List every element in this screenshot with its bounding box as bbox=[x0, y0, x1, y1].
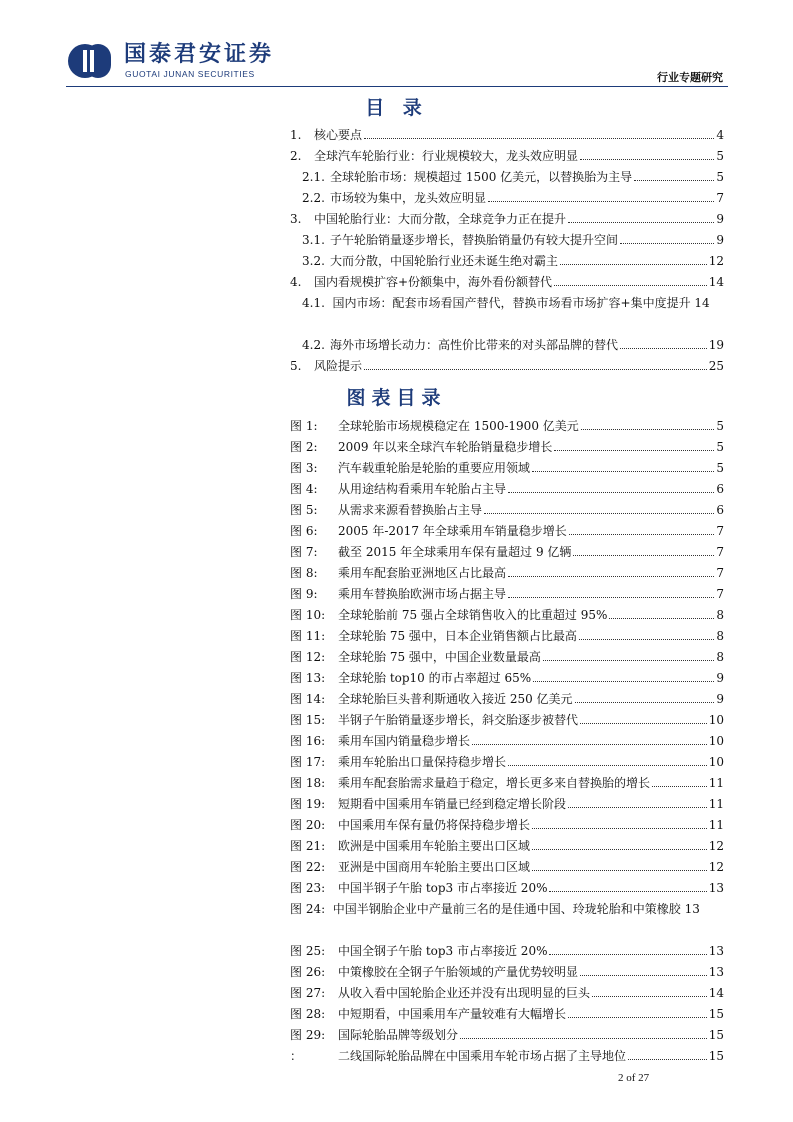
toc-entry[interactable] bbox=[290, 125, 724, 146]
entry-number: 图 12: bbox=[290, 650, 326, 664]
entry-label: 从收入看中国轮胎企业还并没有出现明显的巨头 bbox=[338, 986, 591, 1000]
dot-leader bbox=[568, 222, 714, 223]
dot-leader bbox=[554, 285, 707, 286]
entry-label: 全球轮胎市场规模稳定在 1500-1900 亿美元 bbox=[338, 419, 579, 433]
dot-leader bbox=[472, 744, 707, 745]
dot-leader bbox=[508, 576, 714, 577]
entry-page-number: 7 bbox=[716, 545, 724, 559]
entry-number: 2.2. bbox=[302, 191, 325, 205]
dot-leader bbox=[634, 180, 714, 181]
toc-entry[interactable] bbox=[290, 293, 724, 335]
entry-number: 图 23: bbox=[290, 881, 326, 895]
dot-leader bbox=[364, 369, 707, 370]
entry-label: 乘用车轮胎出口量保持稳步增长 bbox=[338, 755, 507, 769]
entry-page-number: 13 bbox=[708, 965, 724, 979]
entry-label: 全球轮胎前 75 强占全球销售收入的比重超过 95% bbox=[338, 608, 608, 622]
toc-entry[interactable] bbox=[290, 230, 724, 251]
entry-number: 图 2: bbox=[290, 440, 318, 454]
entry-page-number: 8 bbox=[716, 650, 724, 664]
entry-page-number: 4 bbox=[716, 128, 724, 142]
entry-page-number: 10 bbox=[708, 734, 724, 748]
page-header bbox=[0, 0, 793, 92]
toc-entry[interactable] bbox=[290, 146, 724, 167]
entry-label: 乘用车配套胎需求量趋于稳定，增长更多来自替换胎的增长 bbox=[338, 776, 651, 790]
figure-entry[interactable] bbox=[290, 773, 724, 794]
entry-number: 1. bbox=[290, 128, 302, 142]
figure-entry[interactable] bbox=[290, 416, 724, 437]
entry-page-number: 12 bbox=[708, 839, 724, 853]
entry-number: 图 29: bbox=[290, 1028, 326, 1042]
figure-entry[interactable] bbox=[290, 689, 724, 710]
entry-number: 4.2. bbox=[302, 338, 325, 352]
entry-number: 图 15: bbox=[290, 713, 326, 727]
toc-entry[interactable] bbox=[290, 167, 724, 188]
figure-entry[interactable] bbox=[290, 1046, 724, 1067]
entry-page-number: 25 bbox=[708, 359, 724, 373]
entry-number: 图 22: bbox=[290, 860, 326, 874]
table-of-contents bbox=[290, 125, 724, 377]
figure-entry[interactable] bbox=[290, 857, 724, 878]
figure-entry[interactable] bbox=[290, 983, 724, 1004]
entry-label: 乘用车替换胎欧洲市场占据主导 bbox=[338, 587, 507, 601]
dot-leader bbox=[580, 159, 714, 160]
figure-entry[interactable] bbox=[290, 521, 724, 542]
header-divider bbox=[66, 86, 728, 87]
entry-page-number: 9 bbox=[716, 671, 724, 685]
entry-label: 短期看中国乘用车销量已经到稳定增长阶段 bbox=[338, 797, 567, 811]
dot-leader bbox=[460, 1038, 707, 1039]
entry-label: 市场较为集中，龙头效应明显 bbox=[330, 191, 487, 205]
entry-number: 5. bbox=[290, 359, 302, 373]
entry-text bbox=[290, 899, 724, 920]
figure-entry[interactable] bbox=[290, 668, 724, 689]
entry-label: 中国乘用车保有量仍将保持稳步增长 bbox=[338, 818, 531, 832]
toc-entry[interactable] bbox=[290, 209, 724, 230]
figure-entry[interactable] bbox=[290, 962, 724, 983]
entry-number: 4.1. bbox=[302, 296, 325, 310]
dot-leader bbox=[533, 681, 714, 682]
entry-number: 2. bbox=[290, 149, 302, 163]
dot-leader bbox=[532, 828, 707, 829]
entry-number: 图 18: bbox=[290, 776, 326, 790]
entry-page-number: 5 bbox=[716, 440, 724, 454]
entry-number: 3. bbox=[290, 212, 302, 226]
dot-leader bbox=[549, 954, 706, 955]
toc-entry[interactable] bbox=[290, 356, 724, 377]
entry-label: 全球轮胎市场：规模超过 1500 亿美元，以替换胎为主导 bbox=[330, 170, 633, 184]
entry-number: 图 7: bbox=[290, 545, 318, 559]
entry-number: 图 4: bbox=[290, 482, 318, 496]
entry-number: 图 28: bbox=[290, 1007, 326, 1021]
dot-leader bbox=[620, 348, 707, 349]
figure-entry[interactable] bbox=[290, 899, 724, 941]
entry-number: 图 24: bbox=[290, 902, 326, 916]
figure-entry[interactable] bbox=[290, 710, 724, 731]
entry-number: 图 3: bbox=[290, 461, 318, 475]
dot-leader bbox=[364, 138, 714, 139]
entry-page-number: 10 bbox=[708, 713, 724, 727]
entry-number: 4. bbox=[290, 275, 302, 289]
entry-page-number: 13 bbox=[708, 944, 724, 958]
entry-number: 图 9: bbox=[290, 587, 318, 601]
figure-entry[interactable] bbox=[290, 437, 724, 458]
entry-label: 全球汽车轮胎行业：行业规模较大，龙头效应明显 bbox=[314, 149, 579, 163]
entry-page-number: 5 bbox=[716, 149, 724, 163]
dot-leader bbox=[580, 975, 707, 976]
dot-leader bbox=[652, 786, 707, 787]
entry-page-number: 11 bbox=[708, 818, 724, 832]
figures-toc-title: 图表目录 bbox=[346, 387, 447, 409]
figure-entry[interactable] bbox=[290, 1025, 724, 1046]
entry-label: 国内看规模扩容+份额集中，海外看份额替代 bbox=[314, 275, 553, 289]
entry-label: 中策橡胶在全钢子午胎领域的产量优势较明显 bbox=[338, 965, 579, 979]
dot-leader bbox=[508, 597, 714, 598]
dot-leader bbox=[573, 555, 714, 556]
entry-number: 图 1: bbox=[290, 419, 318, 433]
entry-label: 全球轮胎巨头普利斯通收入接近 250 亿美元 bbox=[338, 692, 573, 706]
dot-leader bbox=[532, 849, 707, 850]
entry-label: 海外市场增长动力：高性价比带来的对头部品牌的替代 bbox=[330, 338, 619, 352]
entry-page-number: 7 bbox=[716, 191, 724, 205]
entry-page-number: 15 bbox=[708, 1049, 724, 1063]
entry-label: 二线国际轮胎品牌在中国乘用车轮市场占据了主导地位 bbox=[338, 1049, 627, 1063]
entry-page-number: 9 bbox=[716, 692, 724, 706]
entry-number: 图 13: bbox=[290, 671, 326, 685]
toc-entry[interactable] bbox=[290, 188, 724, 209]
figure-entry[interactable] bbox=[290, 479, 724, 500]
entry-label: 欧洲是中国乘用车轮胎主要出口区域 bbox=[338, 839, 531, 853]
figure-entry[interactable] bbox=[290, 605, 724, 626]
toc-title: 目 录 bbox=[365, 97, 428, 119]
entry-page-number: 14 bbox=[708, 275, 724, 289]
dot-leader bbox=[580, 723, 707, 724]
dot-leader bbox=[579, 639, 714, 640]
dot-leader bbox=[568, 807, 707, 808]
entry-number: 图 14: bbox=[290, 692, 326, 706]
entry-page-number: 7 bbox=[716, 587, 724, 601]
brand-name-cn: 国泰君安证券 bbox=[124, 42, 275, 67]
dot-leader bbox=[568, 1017, 707, 1018]
dot-leader bbox=[554, 450, 714, 451]
entry-label: 大而分散，中国轮胎行业还未诞生绝对霸主 bbox=[330, 254, 559, 268]
brand-name-en: GUOTAI JUNAN SECURITIES bbox=[125, 69, 255, 79]
entry-number: 2.1. bbox=[302, 170, 325, 184]
figure-entry[interactable] bbox=[290, 836, 724, 857]
entry-page-number: 12 bbox=[708, 860, 724, 874]
entry-label: 截至 2015 年全球乘用车保有量超过 9 亿辆 bbox=[338, 545, 572, 559]
entry-number: 图 6: bbox=[290, 524, 318, 538]
entry-number: 图 25: bbox=[290, 944, 326, 958]
dot-leader bbox=[609, 618, 714, 619]
entry-label: 全球轮胎 75 强中，日本企业销售额占比最高 bbox=[338, 629, 577, 643]
toc-entry[interactable] bbox=[290, 251, 724, 272]
dot-leader bbox=[575, 702, 715, 703]
entry-label: 2005 年-2017 年全球乘用车销量稳步增长 bbox=[338, 524, 567, 538]
entry-number: 3.1. bbox=[302, 233, 325, 247]
entry-number: 图 27: bbox=[290, 986, 326, 1000]
entry-number: 图 11: bbox=[290, 629, 326, 643]
figure-entry[interactable] bbox=[290, 500, 724, 521]
entry-page-number: 19 bbox=[708, 338, 724, 352]
entry-label: 中国半钢子午胎 top3 市占率接近 20% bbox=[338, 881, 548, 895]
entry-number: 图 5: bbox=[290, 503, 318, 517]
guotai-junan-logo-icon bbox=[66, 42, 114, 80]
entry-label: 亚洲是中国商用车轮胎主要出口区域 bbox=[338, 860, 531, 874]
entry-page-number: 9 bbox=[716, 233, 724, 247]
dot-leader bbox=[508, 492, 714, 493]
entry-page-number: 14 bbox=[708, 986, 724, 1000]
toc-entry[interactable] bbox=[290, 335, 724, 356]
entry-page-number: 11 bbox=[708, 797, 724, 811]
entry-page-number: 12 bbox=[708, 254, 724, 268]
entry-page-number: 13 bbox=[708, 881, 724, 895]
entry-number: 图 10: bbox=[290, 608, 326, 622]
entry-label: 国际轮胎品牌等级划分 bbox=[338, 1028, 459, 1042]
dot-leader bbox=[560, 264, 707, 265]
entry-number: 图 16: bbox=[290, 734, 326, 748]
figure-entry[interactable] bbox=[290, 626, 724, 647]
entry-label: 风险提示 bbox=[314, 359, 363, 373]
toc-entry[interactable] bbox=[290, 272, 724, 293]
entry-number: 图 19: bbox=[290, 797, 326, 811]
entry-label: 全球轮胎 75 强中，中国企业数量最高 bbox=[338, 650, 541, 664]
dot-leader bbox=[484, 513, 714, 514]
figure-entry[interactable] bbox=[290, 731, 724, 752]
entry-number: 图 26: bbox=[290, 965, 326, 979]
report-type: 行业专题研究 bbox=[657, 71, 723, 84]
entry-label: 从需求来源看替换胎占主导 bbox=[338, 503, 483, 517]
entry-label: 中国全钢子午胎 top3 市占率接近 20% bbox=[338, 944, 548, 958]
figure-entry[interactable] bbox=[290, 542, 724, 563]
entry-number: 图 8: bbox=[290, 566, 318, 580]
dot-leader bbox=[628, 1059, 707, 1060]
figures-list bbox=[290, 416, 724, 1067]
entry-label: 乘用车配套胎亚洲地区占比最高 bbox=[338, 566, 507, 580]
entry-label: 中国半钢胎企业中产量前三名的是佳通中国、玲珑轮胎和中策橡胶 13 bbox=[332, 902, 700, 916]
entry-label: 核心要点 bbox=[314, 128, 363, 142]
figure-entry[interactable] bbox=[290, 941, 724, 962]
entry-number: ： bbox=[290, 1049, 303, 1063]
figure-entry[interactable] bbox=[290, 563, 724, 584]
entry-number: 图 17: bbox=[290, 755, 326, 769]
dot-leader bbox=[620, 243, 714, 244]
entry-number: 3.2. bbox=[302, 254, 325, 268]
entry-label: 从用途结构看乘用车轮胎占主导 bbox=[338, 482, 507, 496]
entry-page-number: 8 bbox=[716, 629, 724, 643]
entry-page-number: 5 bbox=[716, 170, 724, 184]
entry-page-number: 7 bbox=[716, 566, 724, 580]
dot-leader bbox=[532, 471, 714, 472]
entry-page-number: 10 bbox=[708, 755, 724, 769]
dot-leader bbox=[508, 765, 707, 766]
entry-page-number: 15 bbox=[708, 1007, 724, 1021]
dot-leader bbox=[592, 996, 707, 997]
entry-page-number: 7 bbox=[716, 524, 724, 538]
entry-text bbox=[302, 293, 724, 314]
figure-entry[interactable] bbox=[290, 794, 724, 815]
dot-leader bbox=[532, 870, 707, 871]
entry-label: 乘用车国内销量稳步增长 bbox=[338, 734, 471, 748]
entry-label: 中短期看，中国乘用车产量较难有大幅增长 bbox=[338, 1007, 567, 1021]
figure-entry[interactable] bbox=[290, 1004, 724, 1025]
figure-entry[interactable] bbox=[290, 458, 724, 479]
dot-leader bbox=[569, 534, 715, 535]
entry-label: 国内市场：配套市场看国产替代，替换市场看市场扩容+集中度提升 14 bbox=[332, 296, 710, 310]
figure-entry[interactable] bbox=[290, 647, 724, 668]
dot-leader bbox=[488, 201, 714, 202]
dot-leader bbox=[549, 891, 706, 892]
entry-page-number: 6 bbox=[716, 503, 724, 517]
entry-page-number: 6 bbox=[716, 482, 724, 496]
entry-label: 中国轮胎行业：大而分散，全球竞争力正在提升 bbox=[314, 212, 567, 226]
page-number: 2 of 27 bbox=[618, 1072, 650, 1084]
figure-entry[interactable] bbox=[290, 878, 724, 899]
entry-number: 图 21: bbox=[290, 839, 326, 853]
entry-page-number: 8 bbox=[716, 608, 724, 622]
entry-number: 图 20: bbox=[290, 818, 326, 832]
entry-page-number: 15 bbox=[708, 1028, 724, 1042]
dot-leader bbox=[543, 660, 714, 661]
figure-entry[interactable] bbox=[290, 584, 724, 605]
entry-page-number: 5 bbox=[716, 461, 724, 475]
entry-label: 汽车载重轮胎是轮胎的重要应用领域 bbox=[338, 461, 531, 475]
entry-label: 全球轮胎 top10 的市占率超过 65% bbox=[338, 671, 532, 685]
entry-label: 子午轮胎销量逐步增长，替换胎销量仍有较大提升空间 bbox=[330, 233, 619, 247]
dot-leader bbox=[581, 429, 715, 430]
entry-page-number: 11 bbox=[708, 776, 724, 790]
entry-label: 半钢子午胎销量逐步增长，斜交胎逐步被替代 bbox=[338, 713, 579, 727]
entry-label: 2009 年以来全球汽车轮胎销量稳步增长 bbox=[338, 440, 553, 454]
entry-page-number: 9 bbox=[716, 212, 724, 226]
figure-entry[interactable] bbox=[290, 815, 724, 836]
entry-page-number: 5 bbox=[716, 419, 724, 433]
figure-entry[interactable] bbox=[290, 752, 724, 773]
